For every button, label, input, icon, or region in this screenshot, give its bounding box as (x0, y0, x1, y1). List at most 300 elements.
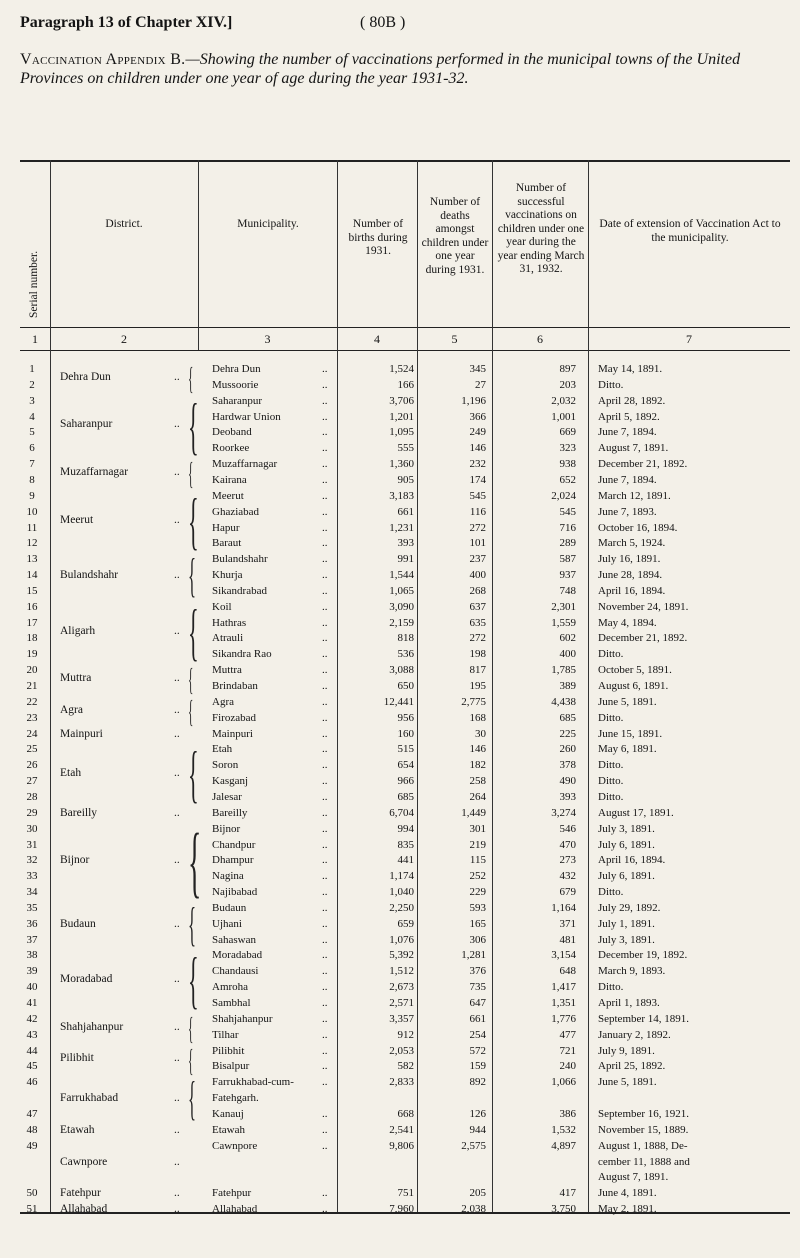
municipality-cell: Tilhar (212, 1028, 239, 1041)
district-leader-dots: .. (174, 370, 180, 383)
serial-cell: 30 (26, 822, 38, 835)
municipality-cell: Saharanpur (212, 394, 263, 407)
municipality-cell: Muzaffarnagar (212, 458, 278, 471)
municipality-cell: Bisalpur (212, 1060, 250, 1073)
date-cell: January 2, 1892. (598, 1028, 671, 1041)
deaths-cell: 252 (469, 870, 486, 883)
leader-dots: .. (322, 569, 328, 582)
table-row (20, 887, 790, 899)
vaccinations-cell: 546 (559, 822, 576, 835)
leader-dots: .. (322, 363, 328, 375)
district-leader-dots: .. (174, 854, 180, 867)
municipality-cell: Atrauli (212, 632, 244, 645)
births-cell: 515 (397, 743, 414, 756)
date-cell: March 12, 1891. (598, 489, 671, 502)
date-cell: March 9, 1893. (598, 965, 666, 978)
births-cell: 3,090 (389, 600, 414, 613)
births-cell: 555 (397, 442, 414, 455)
header-serial: Serial number. (28, 250, 40, 318)
deaths-cell: 272 (469, 521, 486, 534)
vaccinations-cell: 1,776 (551, 1012, 576, 1025)
table-row (20, 903, 790, 915)
district-name: Allahabad (60, 1203, 108, 1216)
date-cell: Ditto. (598, 711, 624, 724)
vaccinations-cell: 323 (559, 442, 576, 455)
table-row (20, 443, 790, 455)
table-row (20, 618, 790, 630)
leader-dots: .. (322, 838, 328, 851)
district-brace: { (188, 945, 199, 1016)
serial-cell: 13 (26, 553, 38, 566)
district-leader-dots: .. (174, 1020, 180, 1033)
district-name: Muzaffarnagar (60, 466, 129, 479)
table-row (20, 1014, 790, 1026)
date-cell: April 16, 1894. (598, 854, 666, 867)
district-name: Meerut (60, 513, 94, 526)
table-row (20, 586, 790, 598)
vaccinations-cell: 400 (559, 648, 576, 661)
leader-dots: .. (322, 1076, 328, 1089)
municipality-cell: Ghaziabad (212, 505, 260, 518)
serial-cell: 17 (26, 616, 38, 629)
leader-dots: .. (322, 1107, 328, 1120)
caption-text: —Showing the number of vaccinations performed in the municipal towns of the United Provinces on children under one year of age during the year 1931-32. (20, 51, 741, 87)
leader-dots: .. (322, 870, 328, 883)
leader-dots: .. (322, 410, 328, 423)
table-row (20, 1077, 790, 1089)
municipality-cell: Soron (212, 759, 239, 772)
births-cell: 2,053 (389, 1044, 414, 1057)
table-row (20, 665, 790, 677)
date-cell: July 29, 1892. (598, 901, 661, 914)
deaths-cell: 366 (469, 410, 486, 423)
births-cell: 166 (397, 378, 414, 391)
table-caption (20, 50, 785, 88)
vaccinations-cell: 3,274 (551, 806, 576, 819)
births-cell: 751 (397, 1187, 414, 1200)
births-cell: 2,541 (389, 1123, 414, 1136)
municipality-cell: Sikandra Rao (212, 648, 272, 661)
serial-cell: 23 (26, 711, 38, 724)
date-cell: May 6, 1891. (598, 743, 657, 756)
table-row (20, 633, 790, 645)
col-divider (198, 160, 199, 350)
leader-dots: .. (322, 949, 328, 962)
serial-cell: 39 (26, 965, 38, 978)
leader-dots: .. (322, 695, 328, 708)
district-name: Etah (60, 767, 82, 780)
vaccinations-cell: 386 (559, 1107, 576, 1120)
births-cell: 956 (397, 711, 414, 724)
date-cell: June 7, 1894. (598, 426, 657, 439)
table-row (20, 998, 790, 1010)
births-cell: 818 (397, 632, 414, 645)
leader-dots: .. (322, 743, 328, 756)
deaths-cell: 2,038 (461, 1203, 486, 1216)
municipality-cell: Allahabad (212, 1203, 258, 1216)
deaths-cell: 174 (469, 473, 486, 486)
municipality-cell: Etah (212, 743, 233, 756)
municipality-cell: Bareilly (212, 806, 248, 819)
table-row (20, 523, 790, 535)
date-cell: Ditto. (598, 981, 624, 994)
leader-dots: .. (322, 917, 328, 930)
leader-dots: .. (322, 664, 328, 677)
deaths-cell: 249 (469, 426, 486, 439)
deaths-cell: 545 (469, 489, 486, 502)
vaccinations-cell: 652 (559, 473, 576, 486)
leader-dots: .. (322, 901, 328, 914)
deaths-cell: 376 (469, 965, 486, 978)
date-cell: October 5, 1891. (598, 664, 672, 677)
municipality-cell: Hapur (212, 521, 240, 534)
births-cell: 2,673 (389, 981, 414, 994)
table-row (20, 966, 790, 978)
district-name: Dehra Dun (60, 370, 111, 383)
serial-cell: 5 (29, 426, 35, 439)
municipality-cell: Kasganj (212, 775, 249, 788)
deaths-cell: 944 (469, 1123, 486, 1136)
header-district: District. (105, 218, 143, 230)
deaths-cell: 205 (469, 1187, 486, 1200)
colnum-6: 6 (537, 332, 543, 346)
date-cell: August 1, 1888, De- (598, 1139, 688, 1152)
district-brace: { (188, 550, 196, 603)
vaccinations-cell: 289 (559, 537, 576, 550)
table-row (20, 808, 790, 820)
births-cell: 661 (397, 505, 414, 518)
births-cell: 994 (397, 822, 414, 835)
vaccinations-cell: 3,750 (551, 1203, 576, 1216)
vaccinations-cell: 669 (559, 426, 576, 439)
date-cell: June 4, 1891. (598, 1187, 657, 1200)
serial-cell: 3 (29, 394, 35, 407)
leader-dots: .. (322, 680, 328, 692)
municipality-cell: Chandpur (212, 838, 256, 851)
municipality-cell: Farrukhabad-cum- (212, 1076, 294, 1089)
serial-cell: 40 (26, 981, 38, 994)
district-brace: { (188, 1073, 196, 1126)
date-cell: April 1, 1893. (598, 997, 660, 1009)
vaccinations-cell: 685 (559, 711, 576, 724)
deaths-cell: 2,575 (461, 1139, 486, 1152)
serial-cell: 50 (26, 1187, 38, 1200)
table-row (20, 412, 790, 424)
district-brace: { (188, 485, 199, 556)
colnum-2: 2 (121, 332, 127, 346)
municipality-cell: Budaun (212, 901, 247, 914)
leader-dots: .. (322, 442, 328, 455)
leader-dots: .. (322, 600, 328, 613)
district-name: Cawnpore (60, 1155, 108, 1168)
table-row (20, 554, 790, 566)
leader-dots: .. (322, 584, 328, 597)
district-name: Bareilly (60, 806, 98, 819)
deaths-cell: 182 (469, 759, 486, 772)
deaths-cell: 635 (469, 616, 486, 629)
vaccinations-cell: 1,351 (551, 997, 576, 1009)
vaccinations-cell: 432 (559, 870, 576, 883)
municipality-cell: Pilibhit (212, 1044, 245, 1057)
table-row (20, 744, 790, 756)
table-row (20, 1157, 790, 1169)
leader-dots: .. (322, 933, 328, 946)
leader-dots: .. (322, 806, 328, 819)
municipality-cell: Dhampur (212, 854, 254, 867)
deaths-cell: 1,196 (461, 394, 486, 407)
deaths-cell: 116 (469, 505, 486, 518)
births-cell: 1,360 (389, 458, 414, 471)
serial-cell: 31 (26, 838, 38, 851)
district-leader-dots: .. (174, 1092, 180, 1105)
table-row (20, 1125, 790, 1137)
district-leader-dots: .. (174, 767, 180, 780)
deaths-cell: 1,281 (461, 949, 486, 962)
table-row (20, 380, 790, 392)
date-cell: Ditto. (598, 775, 624, 788)
date-cell: Ditto. (598, 759, 624, 772)
date-cell: June 15, 1891. (598, 727, 663, 740)
vaccinations-cell: 225 (559, 727, 576, 740)
leader-dots: .. (322, 1028, 328, 1041)
table-row (20, 919, 790, 931)
serial-cell: 6 (29, 442, 35, 455)
district-leader-dots: .. (174, 703, 180, 716)
table-row (20, 729, 790, 741)
serial-cell: 9 (29, 489, 35, 502)
date-cell: July 6, 1891. (598, 870, 655, 883)
vaccinations-cell: 240 (559, 1060, 576, 1073)
serial-cell: 41 (26, 997, 38, 1009)
municipality-cell: Bulandshahr (212, 553, 268, 566)
vaccinations-cell: 716 (559, 521, 576, 534)
vaccinations-cell: 1,001 (551, 410, 576, 423)
table-row (20, 1188, 790, 1200)
district-leader-dots: .. (174, 569, 180, 582)
municipality-cell: Chandausi (212, 965, 259, 978)
serial-cell: 34 (26, 886, 38, 899)
births-cell: 668 (397, 1107, 414, 1120)
table-row (20, 507, 790, 519)
births-cell: 536 (397, 648, 414, 661)
vaccinations-cell: 3,154 (551, 949, 576, 962)
deaths-cell: 258 (469, 775, 486, 788)
vaccinations-cell: 937 (559, 569, 576, 582)
district-brace: { (188, 739, 199, 810)
serial-cell: 46 (26, 1076, 38, 1089)
serial-cell: 4 (29, 410, 35, 423)
births-cell: 1,512 (389, 965, 414, 978)
deaths-cell: 165 (469, 917, 486, 930)
district-leader-dots: .. (174, 1123, 180, 1136)
page-header (20, 14, 780, 32)
serial-cell: 21 (26, 680, 38, 692)
date-cell: June 7, 1894. (598, 473, 657, 486)
table-row (20, 1030, 790, 1042)
leader-dots: .. (322, 822, 328, 835)
colnum-bottom-rule (20, 350, 790, 351)
leader-dots: .. (322, 997, 328, 1009)
leader-dots: .. (322, 473, 328, 486)
births-cell: 1,065 (389, 584, 414, 597)
vaccinations-cell: 4,438 (551, 695, 576, 708)
deaths-cell: 735 (469, 981, 486, 994)
district-brace: { (188, 898, 196, 951)
births-cell: 1,231 (389, 521, 414, 534)
births-cell: 2,833 (389, 1076, 414, 1089)
vaccinations-cell: 2,301 (551, 600, 576, 613)
date-cell: August 17, 1891. (598, 806, 674, 819)
municipality-cell: Cawnpore (212, 1139, 258, 1152)
leader-dots: .. (322, 1123, 328, 1136)
header-vaccinations: Number of successful vaccinations on children under one year during the year ending March 31, 1932. (497, 182, 585, 275)
births-cell: 1,201 (389, 410, 414, 423)
births-cell: 393 (397, 537, 414, 550)
district-brace: { (188, 361, 194, 396)
births-cell: 1,524 (389, 363, 414, 375)
date-cell: Ditto. (598, 790, 624, 803)
leader-dots: .. (322, 521, 328, 534)
date-cell: June 28, 1894. (598, 569, 663, 582)
deaths-cell: 661 (469, 1012, 486, 1025)
header-deaths: Number of deaths amongst children under one year during 1931. (421, 196, 489, 276)
deaths-cell: 264 (469, 790, 486, 803)
serial-cell: 25 (26, 743, 38, 756)
table-row (20, 602, 790, 614)
colnum-4: 4 (374, 332, 380, 346)
leader-dots: .. (322, 426, 328, 439)
table-row (20, 950, 790, 962)
deaths-cell: 306 (469, 933, 486, 946)
deaths-cell: 115 (469, 854, 486, 867)
vaccinations-cell: 938 (559, 458, 576, 471)
district-name: Mainpuri (60, 727, 103, 740)
vaccinations-cell: 587 (559, 553, 576, 566)
municipality-cell: Ujhani (212, 917, 242, 930)
deaths-cell: 168 (469, 711, 486, 724)
district-brace: { (188, 693, 194, 729)
deaths-cell: 817 (469, 664, 486, 677)
leader-dots: .. (322, 632, 328, 645)
date-cell: May 4, 1894. (598, 616, 657, 629)
date-cell: April 16, 1894. (598, 584, 666, 597)
leader-dots: .. (322, 981, 328, 994)
vaccinations-cell: 1,785 (551, 664, 576, 677)
serial-cell: 16 (26, 600, 38, 613)
district-leader-dots: .. (174, 672, 180, 685)
births-cell: 2,159 (389, 616, 414, 629)
births-cell: 3,706 (389, 394, 414, 407)
births-cell: 650 (397, 680, 414, 692)
vaccinations-cell: 393 (559, 790, 576, 803)
date-cell: July 6, 1891. (598, 838, 655, 851)
district-leader-dots: .. (174, 1052, 180, 1065)
deaths-cell: 301 (469, 822, 486, 835)
leader-dots: .. (322, 378, 328, 391)
deaths-cell: 2,775 (461, 695, 486, 708)
vaccinations-cell: 260 (559, 743, 576, 756)
table-row (20, 364, 790, 376)
serial-cell: 47 (26, 1107, 38, 1120)
date-cell: Ditto. (598, 886, 624, 899)
vaccinations-cell: 481 (559, 933, 576, 946)
date-cell: December 19, 1892. (598, 949, 688, 962)
births-cell: 3,357 (389, 1012, 414, 1025)
vaccinations-cell: 1,559 (551, 616, 576, 629)
district-name: Shahjahanpur (60, 1020, 124, 1033)
births-cell: 582 (397, 1060, 414, 1073)
municipality-cell: Baraut (212, 537, 242, 550)
births-cell: 835 (397, 838, 414, 851)
municipality-cell: Sambhal (212, 997, 251, 1009)
deaths-cell: 219 (469, 838, 486, 851)
serial-cell: 43 (26, 1028, 38, 1041)
district-name: Bijnor (60, 854, 90, 867)
leader-dots: .. (322, 394, 328, 407)
district-name: Aligarh (60, 624, 96, 637)
table-row (20, 1172, 790, 1184)
district-name: Muttra (60, 672, 92, 685)
district-brace: { (188, 817, 202, 906)
deaths-cell: 159 (469, 1060, 486, 1073)
date-cell: July 3, 1891. (598, 822, 655, 835)
serial-cell: 49 (26, 1139, 38, 1152)
municipality-cell: Firozabad (212, 711, 256, 724)
table-row (20, 475, 790, 487)
serial-cell: 37 (26, 933, 38, 946)
leader-dots: .. (322, 489, 328, 502)
deaths-cell: 237 (469, 553, 486, 566)
serial-cell: 26 (26, 759, 38, 772)
date-cell: December 21, 1892. (598, 632, 688, 645)
leader-dots: .. (322, 553, 328, 566)
district-leader-dots: .. (174, 917, 180, 930)
colnum-1: 1 (32, 332, 38, 346)
leader-dots: .. (322, 1203, 328, 1216)
serial-cell: 51 (26, 1203, 38, 1216)
district-name: Fatehpur (60, 1187, 101, 1200)
municipality-cell: Sahaswan (212, 933, 256, 946)
district-brace: { (188, 662, 194, 698)
district-leader-dots: .. (174, 466, 180, 479)
date-cell: July 1, 1891. (598, 917, 655, 930)
district-name: Agra (60, 703, 83, 716)
deaths-cell: 232 (469, 458, 486, 471)
date-cell: October 16, 1894. (598, 521, 678, 534)
municipality-cell: Shahjahanpur (212, 1012, 273, 1025)
district-leader-dots: .. (174, 1203, 180, 1216)
date-cell: June 5, 1891. (598, 1076, 657, 1089)
municipality-cell: Roorkee (212, 442, 250, 455)
date-cell: August 7, 1891. (598, 1171, 669, 1184)
serial-cell: 36 (26, 917, 38, 930)
serial-cell: 28 (26, 790, 38, 803)
table-row (20, 538, 790, 550)
leader-dots: .. (322, 648, 328, 661)
leader-dots: .. (322, 790, 328, 803)
serial-cell: 42 (26, 1012, 38, 1025)
vaccinations-cell: 1,532 (551, 1123, 576, 1136)
vaccinations-cell: 470 (559, 838, 576, 851)
table-row (20, 1093, 790, 1105)
deaths-cell: 198 (469, 648, 486, 661)
deaths-cell: 400 (469, 569, 486, 582)
births-cell: 654 (397, 759, 414, 772)
vaccinations-cell: 203 (559, 378, 576, 391)
date-cell: November 24, 1891. (598, 600, 689, 613)
colnum-7: 7 (686, 332, 692, 346)
vaccinations-cell: 748 (559, 584, 576, 597)
